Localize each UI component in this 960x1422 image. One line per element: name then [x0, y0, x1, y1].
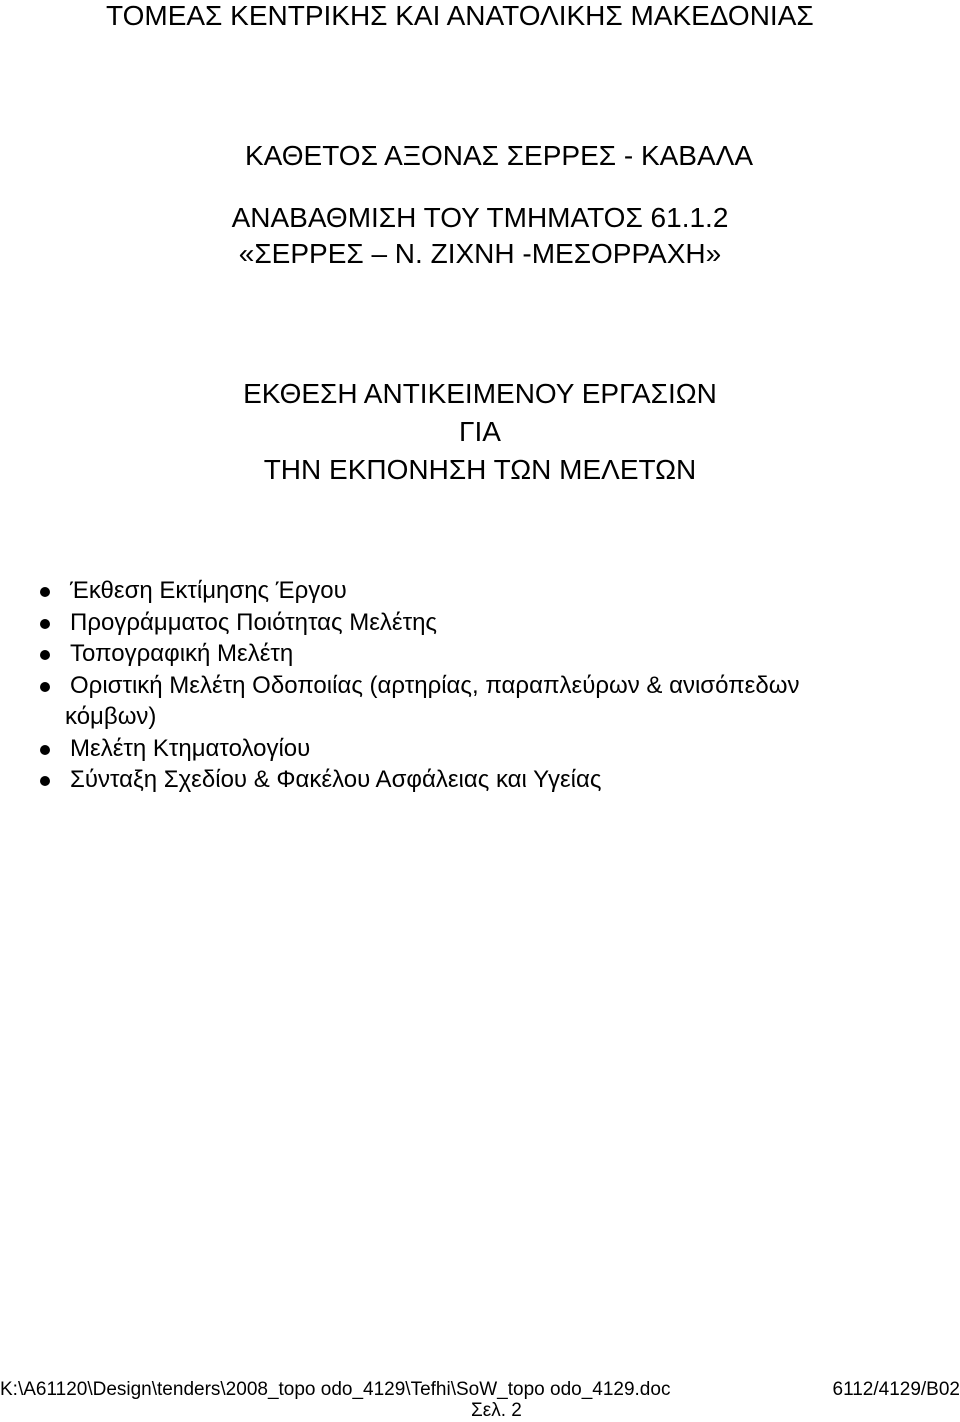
- list-item-text: Οριστική Μελέτη Οδοποιίας (αρτηρίας, παραπλεύρων & ανισόπεδων: [70, 672, 799, 699]
- list-item: [0, 733, 960, 765]
- list-item-text: Προγράμματος Ποιότητας Μελέτης: [70, 609, 437, 636]
- bullet-icon: [40, 745, 50, 755]
- study-list: [0, 575, 960, 796]
- header-title: ΤΟΜΕΑΣ ΚΕΝΤΡΙΚΗΣ ΚΑΙ ΑΝΑΤΟΛΙΚΗΣ ΜΑΚΕΔΟΝΙΑΣ: [106, 2, 814, 30]
- bullet-icon: [40, 650, 50, 660]
- report-title-line1: ΕΚΘΕΣΗ ΑΝΤΙΚΕΙΜΕΝΟΥ ΕΡΓΑΣΙΩΝ: [0, 380, 960, 408]
- footer-page-number: Σελ. 2: [471, 1400, 522, 1422]
- footer-document-code: 6112/4129/B02: [833, 1379, 960, 1401]
- list-item: [0, 607, 960, 639]
- footer-file-path: K:\A61120\Design\tenders\2008_topo odo_4129\Tefhi\SoW_topo odo_4129.doc: [0, 1379, 670, 1401]
- list-item-text: Τοπογραφική Μελέτη: [70, 640, 293, 667]
- project-title: ΚΑΘΕΤΟΣ ΑΞΟΝΑΣ ΣΕΡΡΕΣ - ΚΑΒΑΛΑ: [0, 142, 960, 170]
- bullet-icon: [40, 776, 50, 786]
- list-item: [0, 670, 960, 733]
- list-item: [0, 638, 960, 670]
- list-item: [0, 575, 960, 607]
- bullet-icon: [40, 587, 50, 597]
- list-item: [0, 764, 960, 796]
- report-title-line2: ΓΙΑ: [0, 418, 960, 446]
- section-title-line2: «ΣΕΡΡΕΣ – Ν. ΖΙΧΝΗ -ΜΕΣΟΡΡΑΧΗ»: [0, 240, 960, 268]
- list-item-continuation: κόμβων): [65, 701, 950, 733]
- report-title-line3: ΤΗΝ ΕΚΠΟΝΗΣΗ ΤΩΝ ΜΕΛΕΤΩΝ: [0, 456, 960, 484]
- section-title-line1: ΑΝΑΒΑΘΜΙΣΗ ΤΟΥ ΤΜΗΜΑΤΟΣ 61.1.2: [0, 204, 960, 232]
- list-item-text: Μελέτη Κτηματολογίου: [70, 735, 310, 762]
- bullet-icon: [40, 682, 50, 692]
- bullet-icon: [40, 619, 50, 629]
- list-item-text: Έκθεση Εκτίμησης Έργου: [70, 577, 347, 604]
- list-item-text: Σύνταξη Σχεδίου & Φακέλου Ασφάλειας και Υγείας: [70, 766, 601, 793]
